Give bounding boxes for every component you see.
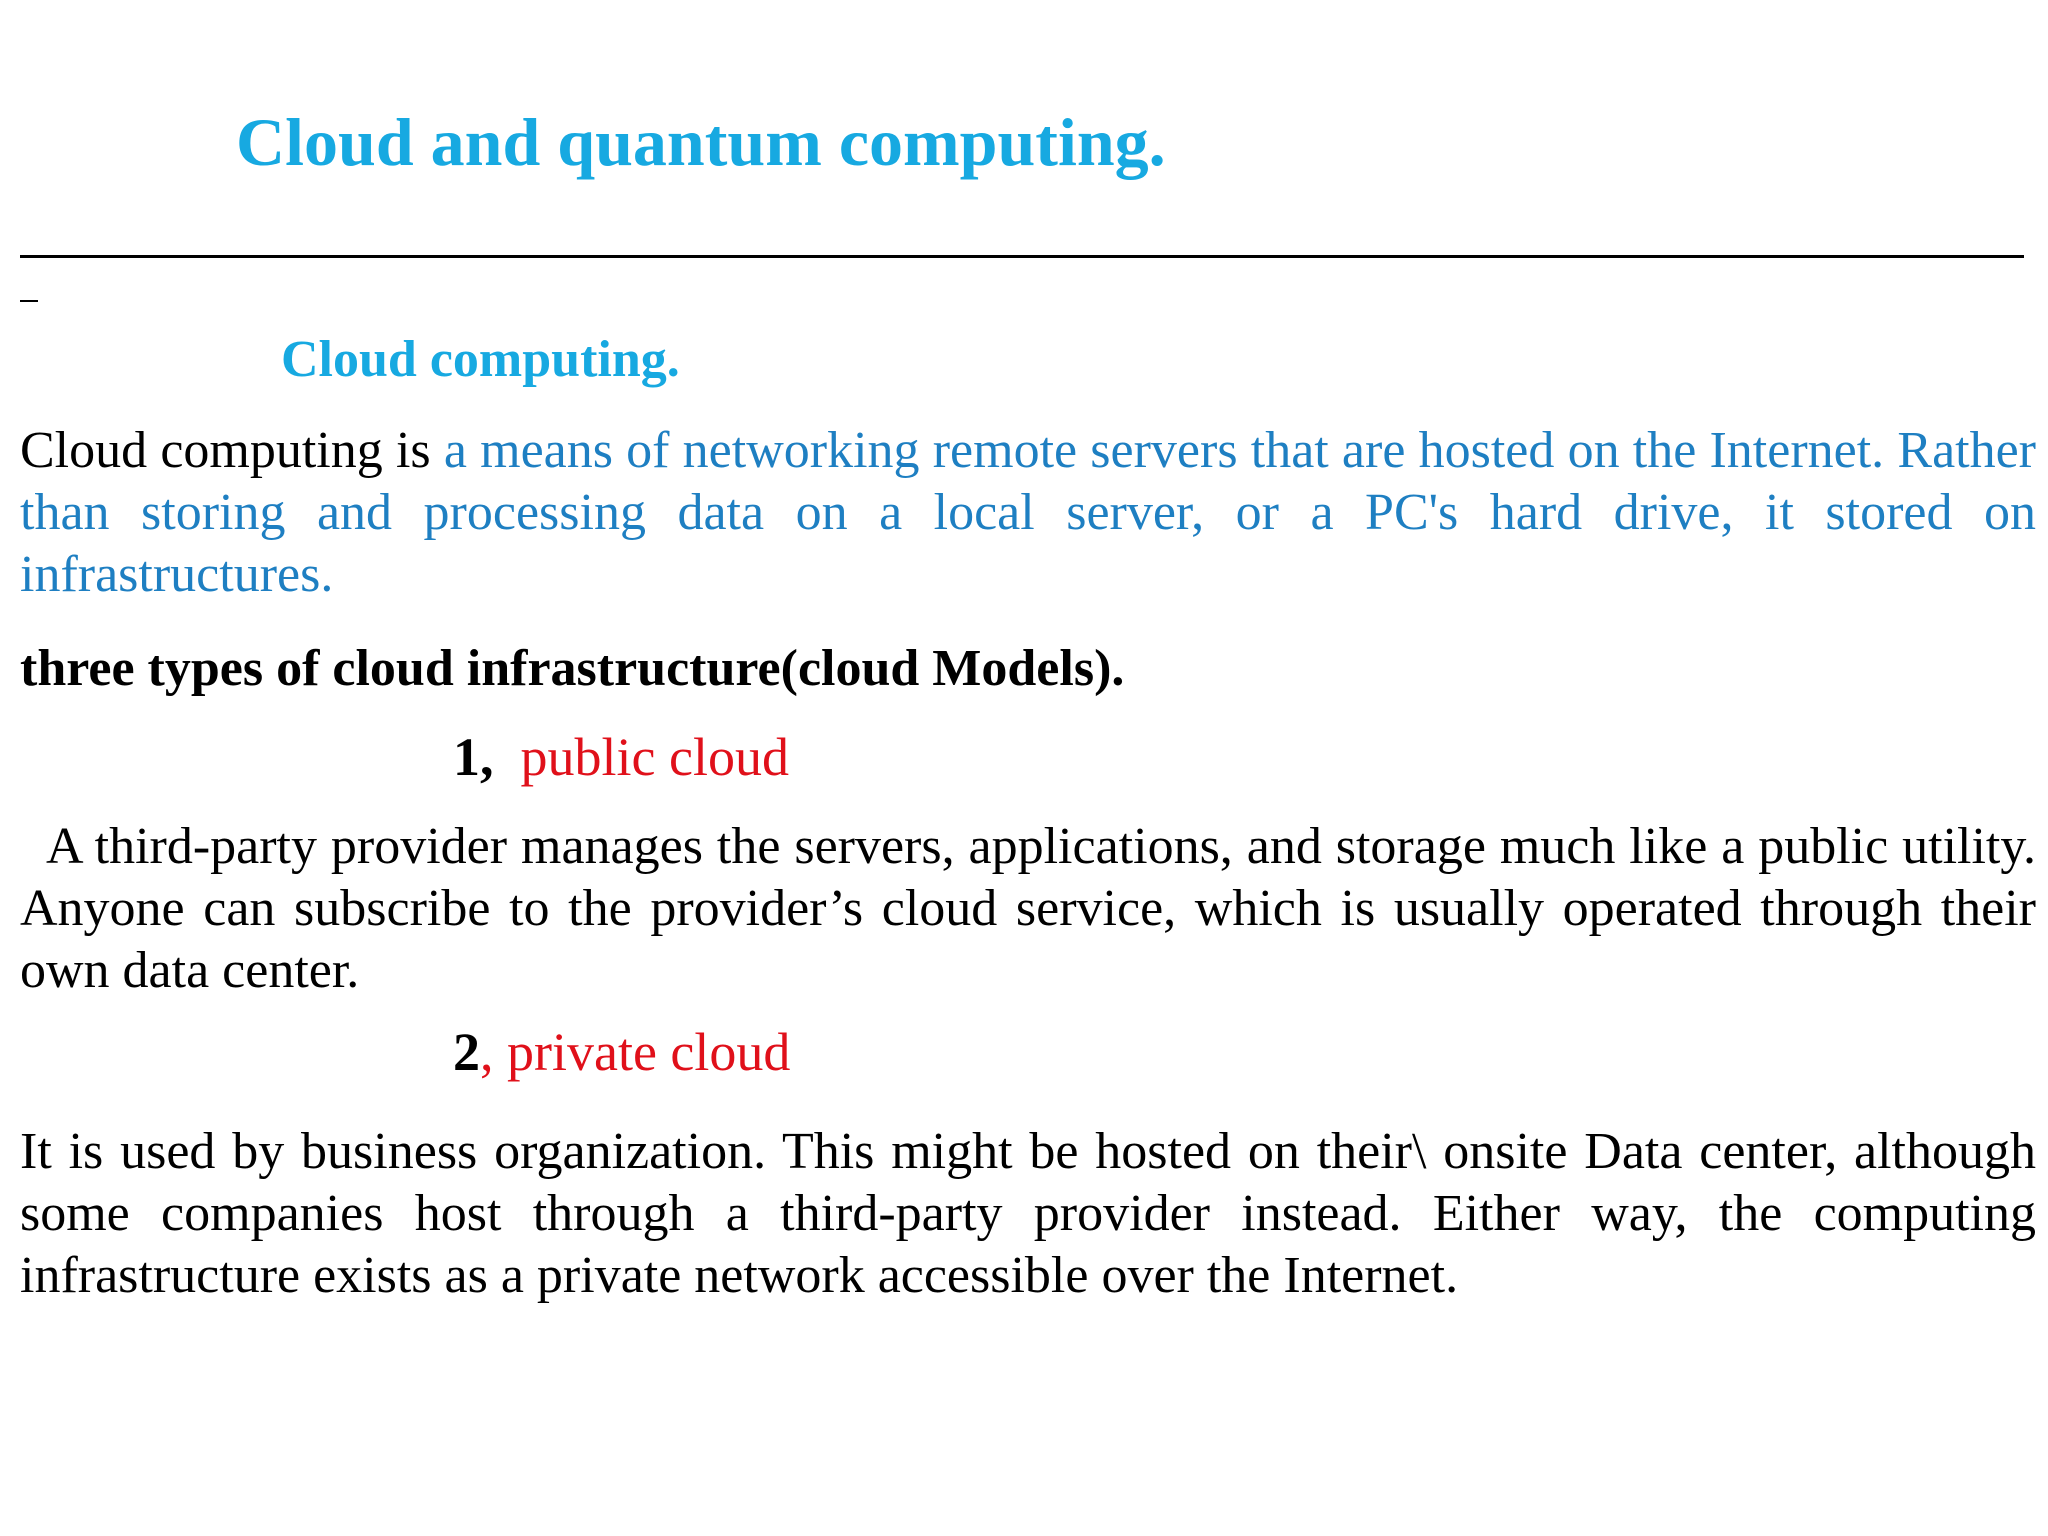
types-heading: three types of cloud infrastructure(cloud Models). xyxy=(20,640,1125,697)
section-title: Cloud computing. xyxy=(281,331,680,388)
model-heading-private xyxy=(453,1021,790,1083)
page-title: Cloud and quantum computing. xyxy=(236,104,1166,180)
model-heading-public xyxy=(453,726,789,788)
model-number: 1, xyxy=(453,727,494,787)
model-description-public: A third-party provider manages the servers, applications, and storage much like a public utility. Anyone can subscribe to the provider’s cloud service, which is usually operated through their own data center. xyxy=(20,818,2036,999)
model-number: 2 xyxy=(453,1022,480,1082)
intro-definition: a means of networking remote servers that are hosted on the Internet. Rather than storing and processing data on a local server, or a PC's hard drive, it stored on infrastructures. xyxy=(20,422,2036,603)
horizontal-rule xyxy=(20,255,2024,258)
model-name: , private cloud xyxy=(480,1022,791,1082)
intro-paragraph xyxy=(20,420,2036,606)
rule-tick-mark xyxy=(20,300,38,302)
model-description-private: It is used by business organization. This might be hosted on their\ onsite Data center, although some companies host through a third-party provider instead. Either way, the computing infrastructure exists as a private network accessible over the Internet. xyxy=(20,1123,2036,1304)
intro-lead: Cloud computing is xyxy=(20,422,444,479)
model-name: public cloud xyxy=(520,727,789,787)
